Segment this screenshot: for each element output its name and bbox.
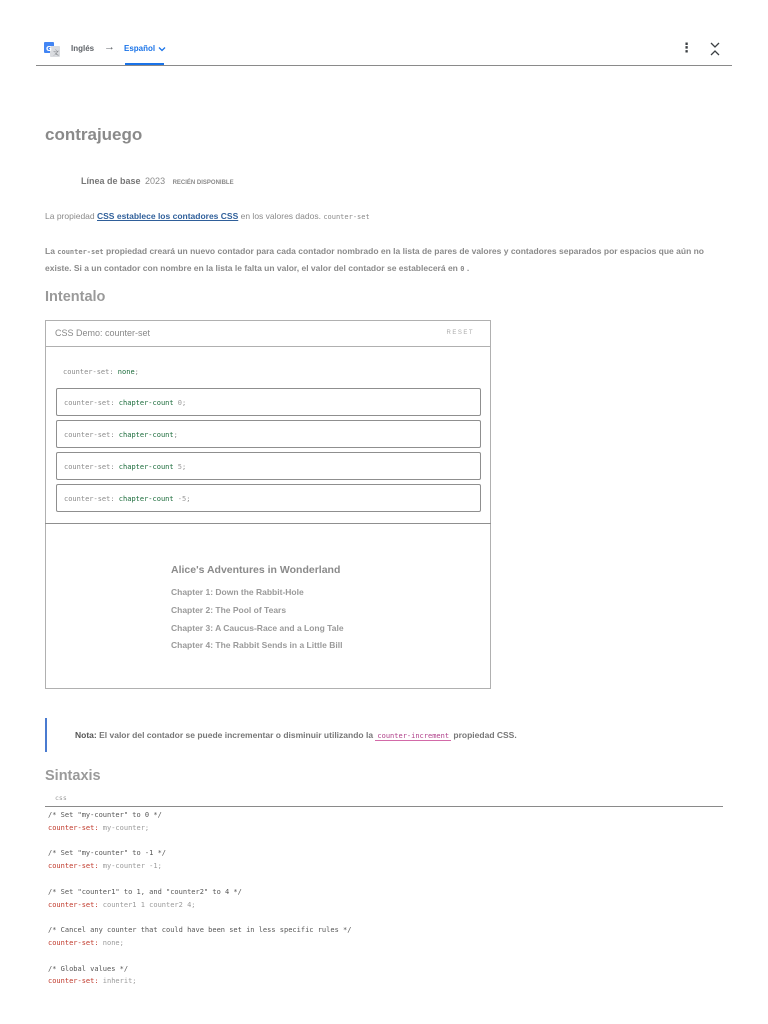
note-body: El valor del contador se puede incrementar o disminuir utilizando la [96, 730, 376, 740]
code-value: my-counter; [98, 823, 150, 832]
para-text-end: . [464, 263, 470, 273]
option-value: chapter-count [118, 431, 174, 439]
chapter-item: Chapter 4: The Rabbit Sends in a Little Bill [171, 640, 343, 650]
option-number: 5 [173, 463, 183, 471]
code-property: counter-set: [48, 977, 99, 986]
inline-code: counter-set [323, 213, 370, 221]
output-bottom-border [45, 688, 491, 689]
code-comment: /* Global values */ [48, 964, 129, 973]
code-property: counter-set: [48, 900, 99, 909]
note-end: propiedad CSS. [451, 730, 517, 740]
option-end: ; [182, 399, 187, 407]
note-text [75, 730, 517, 740]
demo-divider [45, 523, 491, 524]
reset-button[interactable]: RESET [446, 330, 474, 336]
page-title: contrajuego [45, 125, 143, 144]
arrow-icon: → [104, 41, 115, 53]
code-property: counter-set: [48, 823, 99, 832]
target-language-dropdown[interactable] [124, 44, 166, 53]
option-end: ; [173, 431, 178, 439]
note-callout [45, 718, 725, 752]
css-counters-link[interactable]: CSS establece los contadores CSS [97, 211, 239, 221]
source-language[interactable]: Inglés [71, 44, 95, 53]
code-comment: /* Set "my-counter" to 0 */ [48, 811, 162, 819]
inline-code-zero: 0 [460, 265, 465, 273]
option-value: chapter-count [118, 463, 174, 471]
code-value: inherit; [98, 977, 137, 986]
code-property: counter-set: [48, 938, 99, 947]
code-comment: /* Cancel any counter that could have been set in less specific rules */ [48, 926, 352, 935]
translate-bar [36, 36, 732, 66]
code-divider [45, 806, 723, 807]
code-property: counter-set: [48, 862, 99, 871]
demo-header [46, 321, 490, 347]
code-language-label: css [55, 794, 67, 802]
note-label: Nota: [75, 730, 97, 740]
code-comment: /* Set "my-counter" to -1 */ [48, 849, 167, 858]
baseline-label: Línea de base [81, 176, 141, 186]
option-prop: counter-set: [64, 463, 119, 471]
option-prop: counter-set: [64, 431, 119, 439]
svg-text:G: G [46, 45, 52, 53]
baseline-year: 2023 [145, 176, 166, 186]
collapse-icon[interactable] [708, 40, 722, 58]
inline-code: counter-set [57, 248, 104, 256]
description-paragraph [45, 243, 725, 277]
option-value: chapter-count [118, 399, 174, 407]
chapter-item: Chapter 2: The Pool of Tears [171, 605, 287, 615]
baseline-info [81, 176, 234, 186]
counter-increment-link[interactable]: counter-increment [377, 732, 450, 740]
demo-option[interactable] [56, 484, 481, 512]
target-language-label: Español [124, 44, 156, 53]
svg-text:文: 文 [53, 50, 60, 57]
syntax-heading: Sintaxis [45, 768, 101, 784]
interactive-demo [45, 320, 491, 689]
code-value: my-counter -1; [98, 862, 162, 871]
option-value: chapter-count [118, 495, 174, 503]
syntax-code-block [48, 809, 351, 988]
chapter-item: Chapter 1: Down the Rabbit-Hole [171, 587, 304, 597]
option-value: none [117, 368, 135, 376]
option-prop: counter-set: [63, 368, 118, 376]
code-value: none; [98, 938, 124, 947]
chevron-down-icon [158, 46, 166, 52]
option-end: ; [182, 463, 187, 471]
option-prop: counter-set: [64, 399, 119, 407]
active-tab-indicator [125, 63, 164, 65]
demo-title: CSS Demo: counter-set [55, 328, 151, 338]
code-value: counter1 1 counter2 4; [98, 900, 196, 909]
intro-paragraph [45, 211, 370, 221]
google-translate-icon[interactable] [44, 41, 60, 57]
demo-option[interactable] [56, 358, 481, 386]
intro-text-post: en los valores dados. [238, 211, 324, 221]
option-number: 0 [173, 399, 183, 407]
demo-option[interactable] [56, 388, 481, 416]
output-title: Alice's Adventures in Wonderland [171, 564, 341, 576]
option-end: ; [134, 368, 139, 376]
chapter-item: Chapter 3: A Caucus-Race and a Long Tale [171, 623, 344, 633]
option-end: ; [186, 495, 191, 503]
option-number: -5 [173, 495, 187, 503]
code-comment: /* Set "counter1" to 1, and "counter2" to 4 */ [48, 887, 242, 896]
intro-text-pre: La propiedad [45, 211, 97, 221]
status-badge: RECIÉN DISPONIBLE [172, 180, 234, 186]
more-options-icon[interactable]: ⋮ [680, 40, 693, 55]
option-prop: counter-set: [64, 495, 119, 503]
demo-option[interactable] [56, 452, 481, 480]
demo-option[interactable] [56, 420, 481, 448]
para-text-pre: La [45, 246, 58, 256]
para-text: propiedad creará un nuevo contador para cada contador nombrado en la lista de pares de valores y contadores separados por espacios que aún no existe. Si a un contador con nombre en la lista le falta un valor, el valor del contador se establecerá en [45, 246, 705, 273]
try-it-heading: Intentalo [45, 289, 106, 305]
